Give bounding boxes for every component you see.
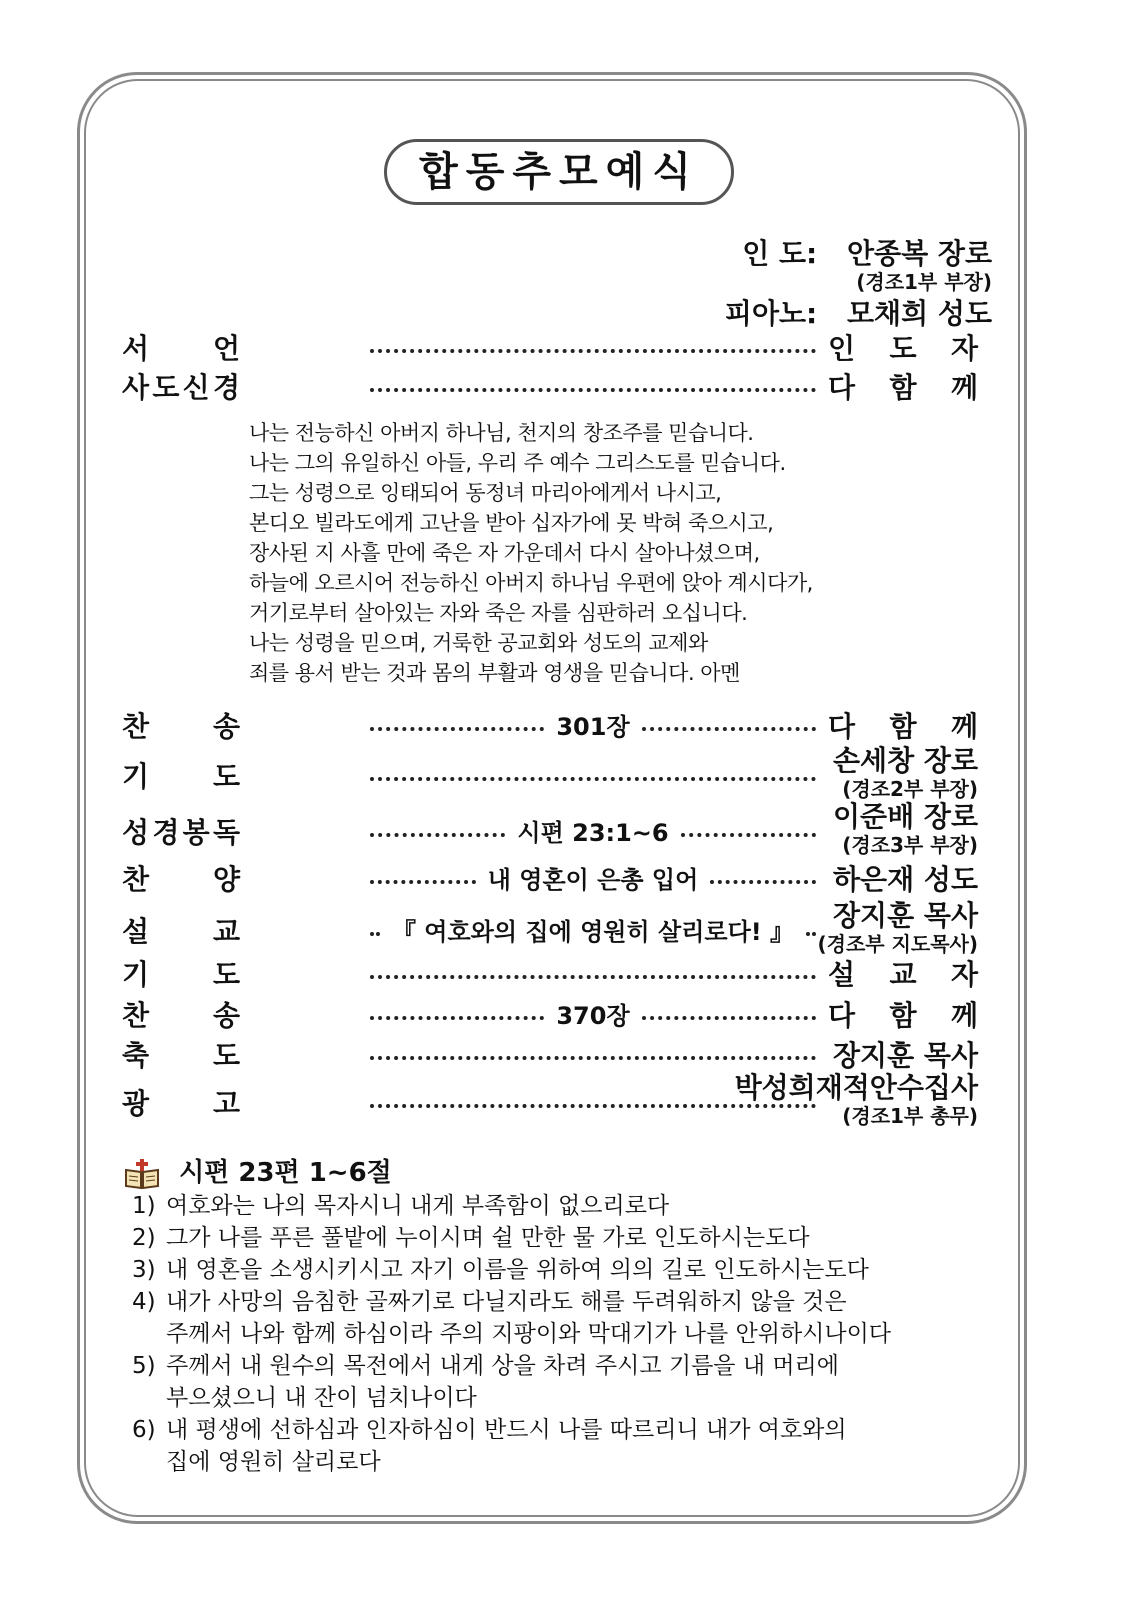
- responsible-text: 다: [828, 371, 856, 404]
- order-item-label: [122, 955, 240, 995]
- verse-text: 그가 나를 푸른 풀밭에 누이시며 쉴 만한 물 가로 인도하시는도다: [166, 1225, 810, 1251]
- label-char: 도: [212, 760, 240, 793]
- order-row: [122, 1071, 978, 1128]
- label-char: 도: [152, 371, 180, 404]
- responsible-subtitle: (경조부 지도목사): [817, 932, 978, 956]
- label-char: 설: [122, 915, 150, 948]
- order-row: [122, 899, 978, 956]
- creed-line: 나는 전능하신 아버지 하나님, 천지의 창조주를 믿습니다.: [249, 421, 754, 445]
- officiant-subtitle: (경조1부 부장): [856, 270, 992, 294]
- order-row: [122, 744, 978, 801]
- order-row: [122, 860, 978, 900]
- leader-dots: [370, 329, 816, 369]
- responsible-text: 도: [889, 332, 917, 365]
- responsible-text: 께: [950, 710, 978, 743]
- order-item-content: 시편 23:1~6: [517, 819, 669, 847]
- label-char: 신: [182, 371, 210, 404]
- responsible-text: 교: [889, 958, 917, 991]
- psalm-verse: [132, 1222, 891, 1254]
- psalm-verse: [132, 1414, 891, 1478]
- bible-icon: [124, 1158, 160, 1190]
- verse-number: 4): [132, 1289, 156, 1315]
- officiant-role: 인 도:: [742, 237, 818, 270]
- order-row: [122, 329, 978, 369]
- order-item-label: [122, 1084, 240, 1124]
- responsible-subtitle: (경조3부 부장): [842, 833, 978, 857]
- creed-line: 나는 성령을 믿으며, 거룩한 공교회와 성도의 교제와: [249, 631, 708, 655]
- responsible-text: 자: [950, 332, 978, 365]
- order-item-content: 『 여호와의 집에 영원히 살리로다! 』: [391, 918, 795, 946]
- responsible-text: 하은재 성도: [833, 863, 978, 896]
- officiant-name: 안종복 장로: [847, 237, 992, 270]
- psalm-heading: [124, 1152, 392, 1190]
- label-char: 언: [212, 332, 240, 365]
- psalm-verse: [132, 1254, 891, 1286]
- order-row: [122, 1036, 978, 1076]
- order-item-label: [122, 757, 240, 797]
- leader-dots: [370, 368, 816, 408]
- label-char: 축: [122, 1039, 150, 1072]
- label-char: 경: [152, 816, 180, 849]
- verse-text: 내 평생에 선하심과 인자하심이 반드시 나를 따르리니 내가 여호와의: [166, 1417, 847, 1443]
- creed-line: 하늘에 오르시어 전능하신 아버지 하나님 우편에 앉아 계시다가,: [249, 571, 813, 595]
- responsible-text: 함: [889, 999, 917, 1032]
- leader-dots: [370, 707, 816, 747]
- order-item-content: 내 영혼이 은총 입어: [487, 866, 699, 894]
- order-item-content: 301장: [556, 713, 630, 741]
- psalm-verse: [132, 1190, 891, 1222]
- verse-text: 내 영혼을 소생시키시고 자기 이름을 위하여 의의 길로 인도하시는도다: [166, 1257, 869, 1283]
- order-item-label: [122, 329, 240, 369]
- responsible-text: 다: [828, 999, 856, 1032]
- order-row: [122, 800, 978, 857]
- verse-text: 내가 사망의 음침한 골짜기로 다닐지라도 해를 두려워하지 않을 것은: [166, 1289, 847, 1315]
- verse-number: 5): [132, 1353, 156, 1379]
- order-row: [122, 707, 978, 747]
- order-item-label: [122, 996, 240, 1036]
- label-char: 고: [212, 1087, 240, 1120]
- piano-role: 피아노:: [724, 297, 818, 330]
- responsible-text: 함: [889, 371, 917, 404]
- verse-text: 부으셨으니 내 잔이 넘치나이다: [166, 1385, 477, 1411]
- label-char: 송: [212, 710, 240, 743]
- responsible-subtitle: (경조1부 총무): [842, 1104, 978, 1128]
- label-char: 찬: [122, 710, 150, 743]
- order-item-responsible: [833, 801, 978, 857]
- verse-text: 여호와는 나의 목자시니 내게 부족함이 없으리로다: [166, 1193, 670, 1219]
- order-item-responsible: [833, 745, 978, 801]
- creed-line: 장사된 지 사흘 만에 죽은 자 가운데서 다시 살아나셨으며,: [249, 541, 760, 565]
- responsible-text: 인: [828, 332, 856, 365]
- leader-dots: [370, 1036, 816, 1076]
- label-char: 성: [122, 816, 150, 849]
- order-item-responsible: [828, 955, 978, 995]
- responsible-name: 장지훈 목사: [833, 899, 978, 932]
- creed-line: 나는 그의 유일하신 아들, 우리 주 예수 그리스도를 믿습니다.: [249, 451, 786, 475]
- responsible-text: 께: [950, 999, 978, 1032]
- label-char: 기: [122, 760, 150, 793]
- verse-number: 6): [132, 1417, 156, 1443]
- piano-name: 모채희 성도: [847, 297, 992, 330]
- order-item-label: [122, 912, 240, 952]
- label-char: 찬: [122, 863, 150, 896]
- order-item-content: 370장: [556, 1002, 630, 1030]
- order-item-responsible: [828, 1036, 978, 1076]
- verse-text: 주께서 나와 함께 하심이라 주의 지팡이와 막대기가 나를 안위하시나이다: [166, 1321, 892, 1347]
- order-item-label: [122, 707, 240, 747]
- verse-text: 주께서 내 원수의 목전에서 내게 상을 차려 주시고 기름을 내 머리에: [166, 1353, 839, 1379]
- label-char: 기: [122, 958, 150, 991]
- responsible-text: 께: [950, 371, 978, 404]
- order-item-responsible: [735, 1072, 978, 1128]
- order-item-label: [122, 813, 240, 853]
- verse-number: 2): [132, 1225, 156, 1251]
- leader-dots: [370, 955, 816, 995]
- order-row: [122, 996, 978, 1036]
- psalm-text: [132, 1190, 891, 1478]
- responsible-name: 박성희재적안수집사: [734, 1071, 978, 1104]
- order-item-label: [122, 368, 240, 408]
- label-char: 경: [212, 371, 240, 404]
- label-char: 도: [212, 958, 240, 991]
- order-item-responsible: [828, 860, 978, 900]
- apostles-creed: [249, 418, 813, 688]
- creed-line: 그는 성령으로 잉태되어 동정녀 마리아에게서 나시고,: [249, 481, 722, 505]
- psalm-verse: [132, 1350, 891, 1414]
- order-item-responsible: [828, 996, 978, 1036]
- verse-text: 집에 영원히 살리로다: [166, 1449, 381, 1475]
- responsible-text: 장지훈 목사: [833, 1039, 978, 1072]
- piano-line: [725, 292, 992, 332]
- leader-dots: [370, 912, 816, 952]
- order-item-responsible: [828, 368, 978, 408]
- responsible-text: 설: [828, 958, 856, 991]
- label-char: 양: [212, 863, 240, 896]
- responsible-text: 다: [828, 710, 856, 743]
- order-item-responsible: [818, 900, 978, 956]
- order-item-label: [122, 1036, 240, 1076]
- order-item-responsible: [828, 329, 978, 369]
- order-item-responsible: [828, 707, 978, 747]
- responsible-name: 손세창 장로: [833, 744, 978, 777]
- label-char: 도: [212, 1039, 240, 1072]
- creed-line: 본디오 빌라도에게 고난을 받아 십자가에 못 박혀 죽으시고,: [249, 511, 774, 535]
- label-char: 서: [122, 332, 150, 365]
- label-char: 봉: [182, 816, 210, 849]
- order-item-label: [122, 860, 240, 900]
- label-char: 찬: [122, 999, 150, 1032]
- responsible-text: 자: [950, 958, 978, 991]
- leader-dots: [370, 757, 816, 797]
- responsible-subtitle: (경조2부 부장): [842, 777, 978, 801]
- psalm-verse: [132, 1286, 891, 1350]
- order-row: [122, 955, 978, 995]
- verse-number: 3): [132, 1257, 156, 1283]
- order-row: [122, 368, 978, 408]
- verse-number: 1): [132, 1193, 156, 1219]
- creed-line: 죄를 용서 받는 것과 몸의 부활과 영생을 믿습니다. 아멘: [249, 661, 740, 685]
- psalm-heading-text: 시편 23편 1~6절: [179, 1158, 392, 1188]
- label-char: 교: [212, 915, 240, 948]
- leader-dots: [370, 860, 816, 900]
- creed-line: 거기로부터 살아있는 자와 죽은 자를 심판하러 오십니다.: [249, 601, 748, 625]
- label-char: 광: [122, 1087, 150, 1120]
- leader-dots: [370, 996, 816, 1036]
- leader-dots: [370, 813, 816, 853]
- responsible-text: 함: [889, 710, 917, 743]
- label-char: 송: [212, 999, 240, 1032]
- responsible-name: 이준배 장로: [833, 800, 978, 833]
- page-title: 합동추모예식: [384, 139, 734, 205]
- label-char: 사: [122, 371, 150, 404]
- label-char: 독: [212, 816, 240, 849]
